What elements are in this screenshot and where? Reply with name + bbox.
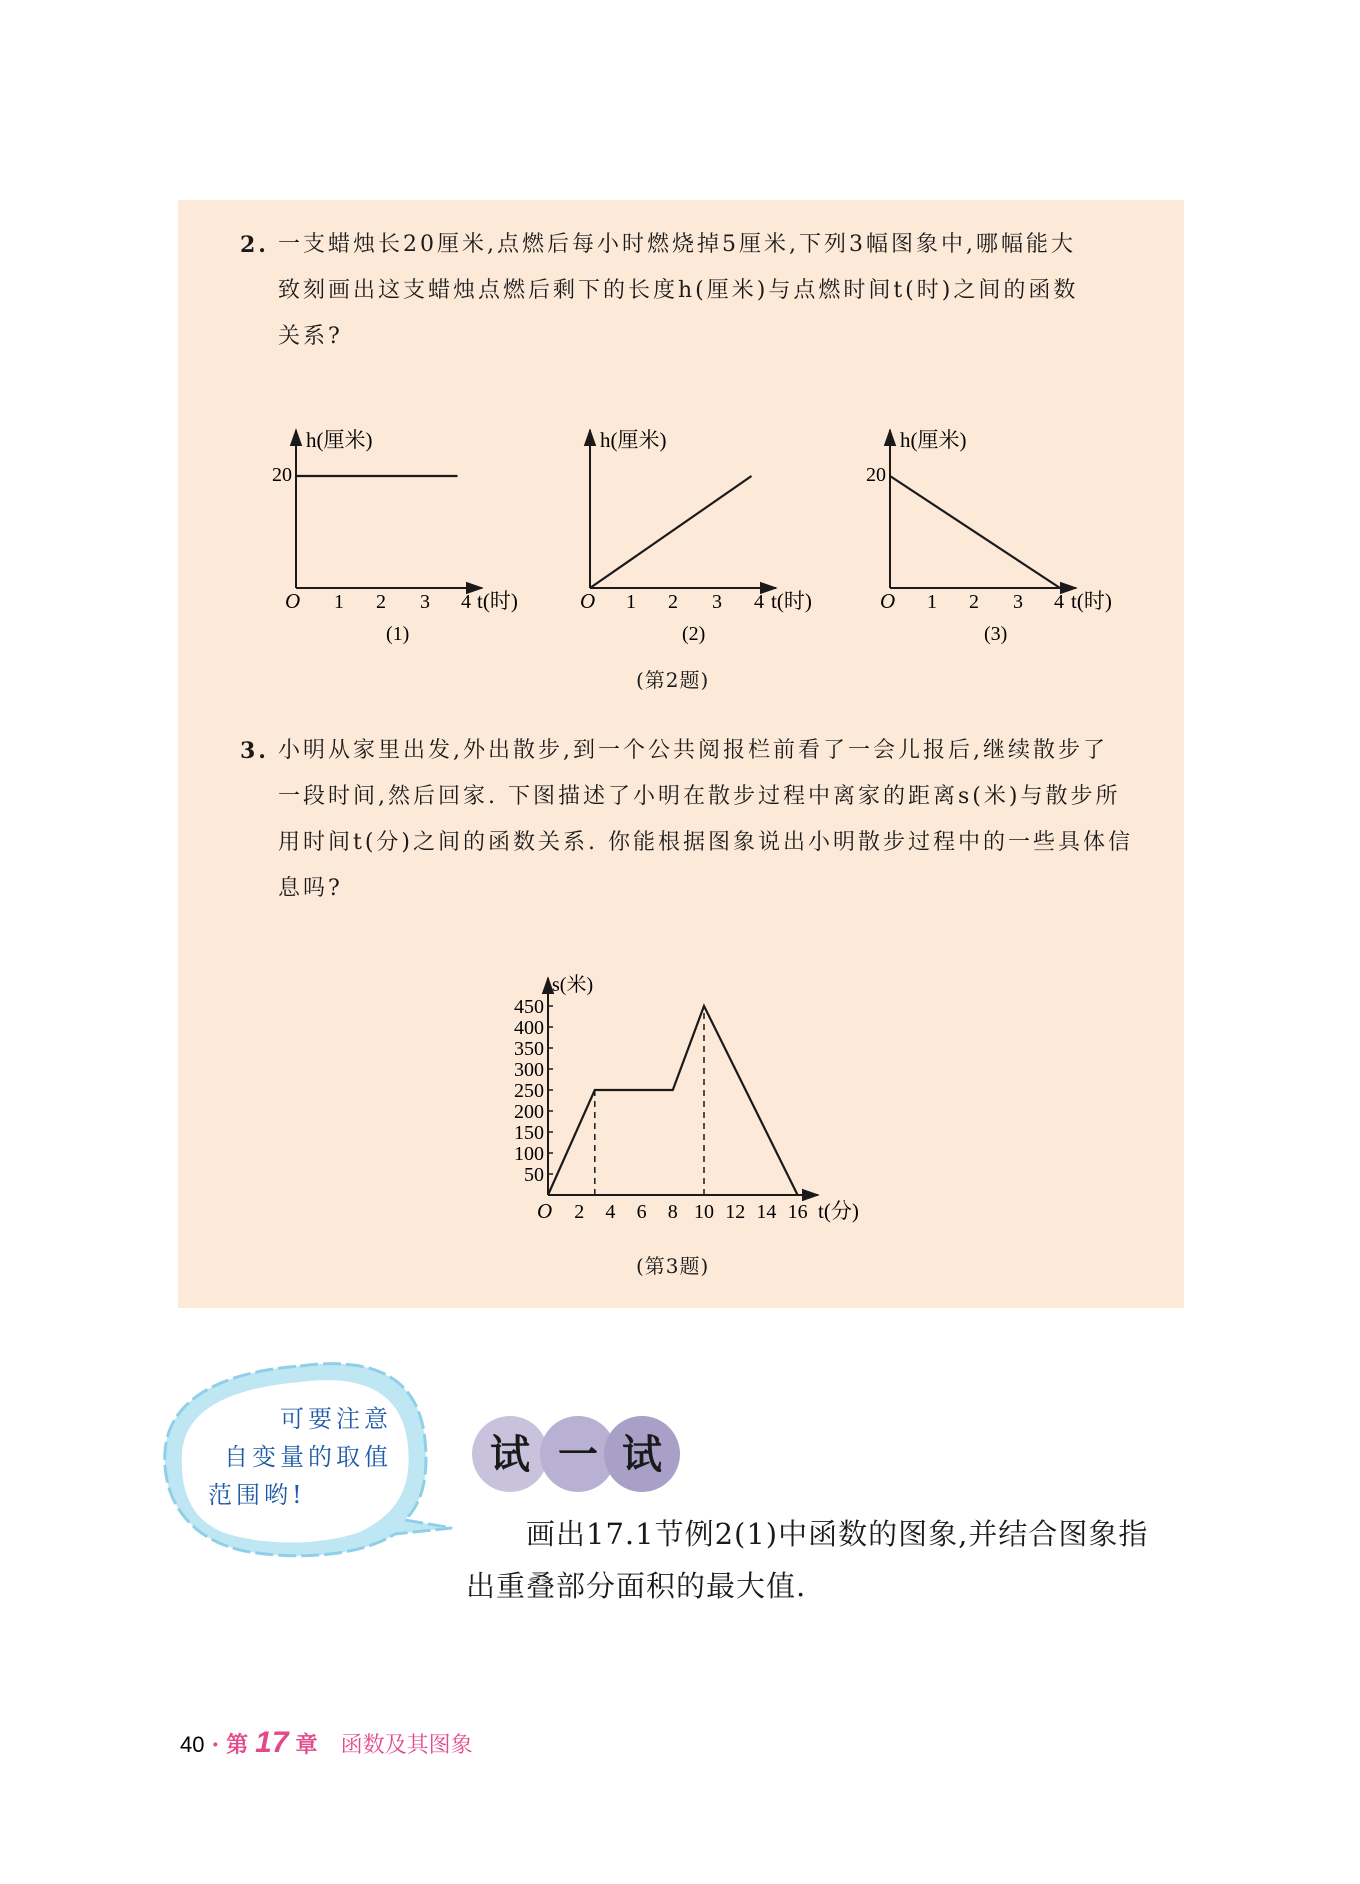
graph-1-sublabel: (1) [386,623,410,645]
y-tick-label: 300 [514,1059,544,1081]
y-tick-label: 50 [524,1164,544,1186]
graph-3-x-tick: 3 [1013,591,1023,613]
problem-3-line: 一段时间,然后回家. 下图描述了小明在散步过程中离家的距离s(米)与散步所 [278,784,1121,809]
graph-2 [580,428,812,645]
try-title-char: 一 [558,1432,598,1477]
problem-3-line: 小明从家里出发,外出散步,到一个公共阅报栏前看了一会儿报后,继续散步了 [278,738,1108,763]
graph-1-x-tick: 1 [334,591,344,613]
graph-1-x-label: t(时) [477,589,518,613]
try-line: 画出17.1节例2(1)中函数的图象,并结合图象指 [526,1517,1149,1551]
bubble-line: 范围哟! [208,1481,306,1509]
bubble-line: 可要注意 [280,1405,392,1433]
try-title-char: 试 [622,1432,662,1477]
walk-distance-chart [514,973,859,1223]
graph-3-data-line [890,476,1060,588]
graph-2-data-line [590,476,752,588]
graph-2-sublabel: (2) [682,623,706,645]
graph-2-origin: O [580,589,596,613]
problem-2-caption: (第2题) [636,668,710,692]
footer-prefix: 第 [226,1732,249,1758]
chapter-title: 函数及其图象 [340,1733,473,1758]
graph-1-y-label: h(厘米) [306,428,373,452]
y-tick-label: 350 [514,1038,544,1060]
problem-2-line: 致刻画出这支蜡烛点燃后剩下的长度h(厘米)与点燃时间t(时)之间的函数 [278,278,1079,303]
graph-1-origin: O [285,589,301,613]
problem-3-caption: (第3题) [636,1254,710,1278]
graph-1-x-tick: 2 [376,591,386,613]
y-tick-label: 450 [514,996,544,1018]
y-tick-label: 200 [514,1101,544,1123]
main-origin: O [537,1199,553,1223]
graph-2-x-tick: 4 [754,591,764,613]
footer-suffix: 章 [295,1732,318,1758]
graph-1-x-tick: 3 [420,591,430,613]
graph-3-x-tick: 1 [927,591,937,613]
y-tick-label: 250 [514,1080,544,1102]
graph-2-x-tick: 3 [712,591,722,613]
page-number: 40 [180,1732,205,1757]
graph-2-x-tick: 1 [626,591,636,613]
chapter-number: 17 [255,1726,289,1759]
try-line: 出重叠部分面积的最大值. [466,1569,807,1603]
graph-2-x-tick: 2 [668,591,678,613]
graph-2-y-label: h(厘米) [600,428,667,452]
footer-sep: · [211,1732,220,1758]
graph-3-x-tick: 2 [969,591,979,613]
bubble-line: 自变量的取值 [224,1443,392,1471]
y-tick-label: 400 [514,1017,544,1039]
problem-2-line: 关系? [278,324,343,349]
graph-3-x-label: t(时) [1071,589,1112,613]
graph-2-x-label: t(时) [771,589,812,613]
graph-3-y-label: h(厘米) [900,428,967,452]
x-tick-label: 2 [574,1201,585,1223]
try-title [472,1416,680,1492]
x-tick-label: 6 [636,1201,647,1223]
graph-3 [866,428,1112,645]
main-data-line [548,1006,798,1195]
problem-3-line: 息吗? [278,876,343,901]
graph-3-y-tick: 20 [866,464,886,486]
graph-3-sublabel: (3) [984,623,1008,645]
graph-3-x-tick: 4 [1054,591,1064,613]
try-title-char: 试 [490,1432,530,1477]
problem-3-number: 3. [240,738,269,764]
problem-3-line: 用时间t(分)之间的函数关系. 你能根据图象说出小明散步过程中的一些具体信 [278,830,1133,855]
graph-1 [272,428,518,645]
main-y-label: s(米) [552,974,594,996]
problem-3 [240,728,1140,912]
main-x-label: t(分) [818,1199,859,1223]
page-footer [180,1726,473,1760]
y-tick-label: 100 [514,1143,544,1165]
main-ticks [514,996,808,1223]
problem-2-number: 2. [240,232,269,258]
graph-1-y-tick: 20 [272,464,292,486]
x-tick-label: 12 [725,1201,746,1223]
x-tick-label: 14 [756,1201,777,1223]
problem-2-line: 一支蜡烛长20厘米,点燃后每小时燃烧掉5厘米,下列3幅图象中,哪幅能大 [278,232,1076,257]
graph-1-x-tick: 4 [461,591,471,613]
x-tick-label: 4 [605,1201,616,1223]
x-tick-label: 16 [787,1201,808,1223]
graph-3-origin: O [880,589,896,613]
main-guides [595,1006,704,1195]
try-text [468,1508,1188,1612]
y-tick-label: 150 [514,1122,544,1144]
bubble-text [208,1400,392,1514]
x-tick-label: 10 [694,1201,714,1223]
x-tick-label: 8 [667,1201,678,1223]
